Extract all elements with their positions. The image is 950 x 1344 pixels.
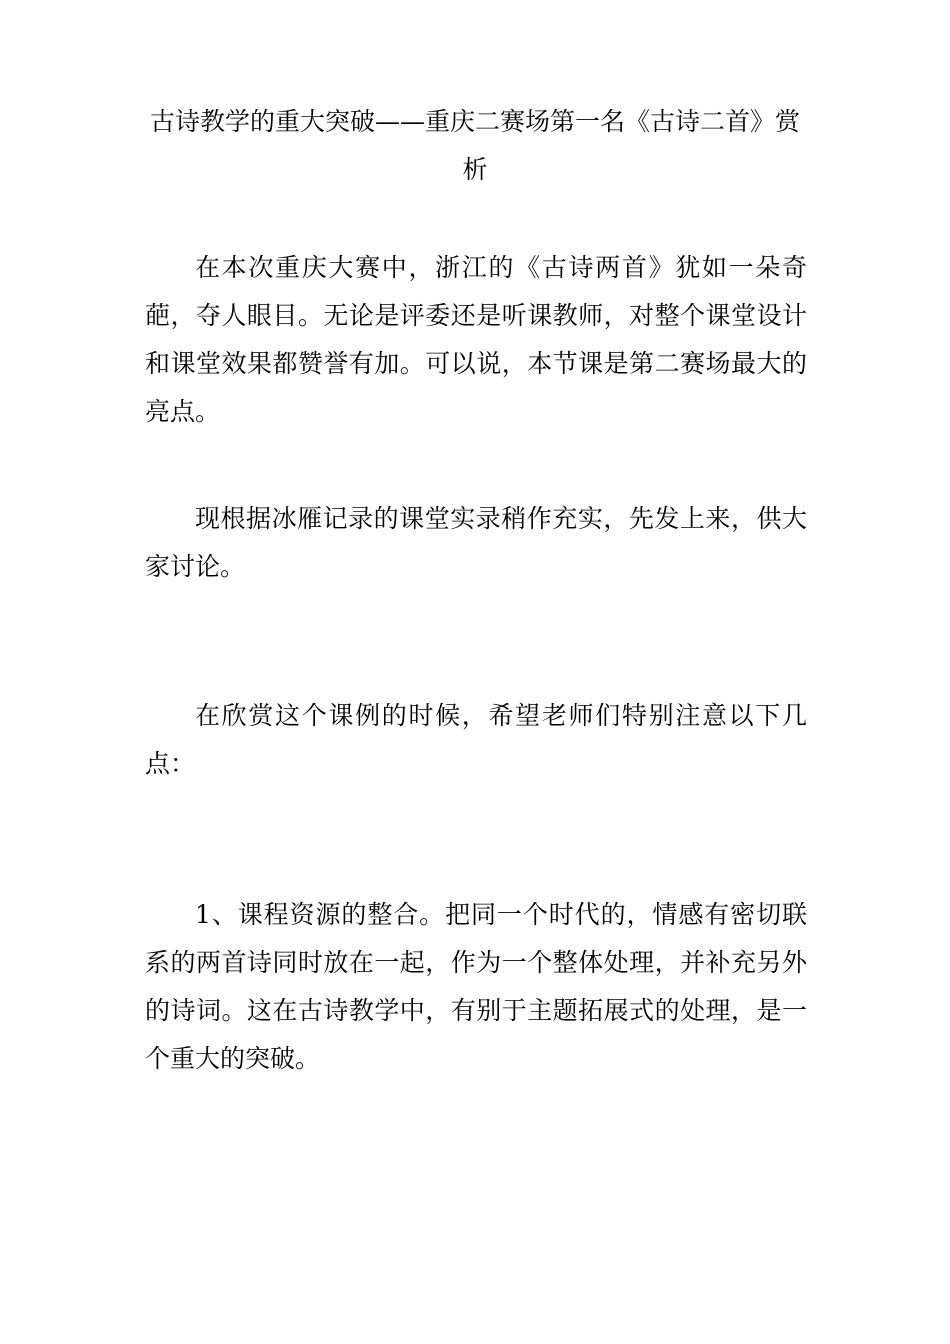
document-title: 古诗教学的重大突破——重庆二赛场第一名《古诗二首》赏析 [149,107,800,184]
paragraph-point-1: 1、课程资源的整合。把同一个时代的，情感有密切联系的两首诗同时放在一起，作为一个整体处理，并补充另外的诗词。这在古诗教学中，有别于主题拓展式的处理，是一个重大的突破。 [145,900,807,1073]
paragraph-attention: 在欣赏这个课例的时候，希望老师们特别注意以下几点： [145,701,807,778]
paragraph-intro: 在本次重庆大赛中，浙江的《古诗两首》犹如一朵奇葩，夺人眼目。无论是评委还是听课教师，对整个课堂设计和课堂效果都赞誉有加。可以说，本节课是第二赛场最大的亮点。 [145,253,807,426]
paragraph-source-note: 现根据冰雁记录的课堂实录稍作充实，先发上来，供大家讨论。 [145,504,807,581]
